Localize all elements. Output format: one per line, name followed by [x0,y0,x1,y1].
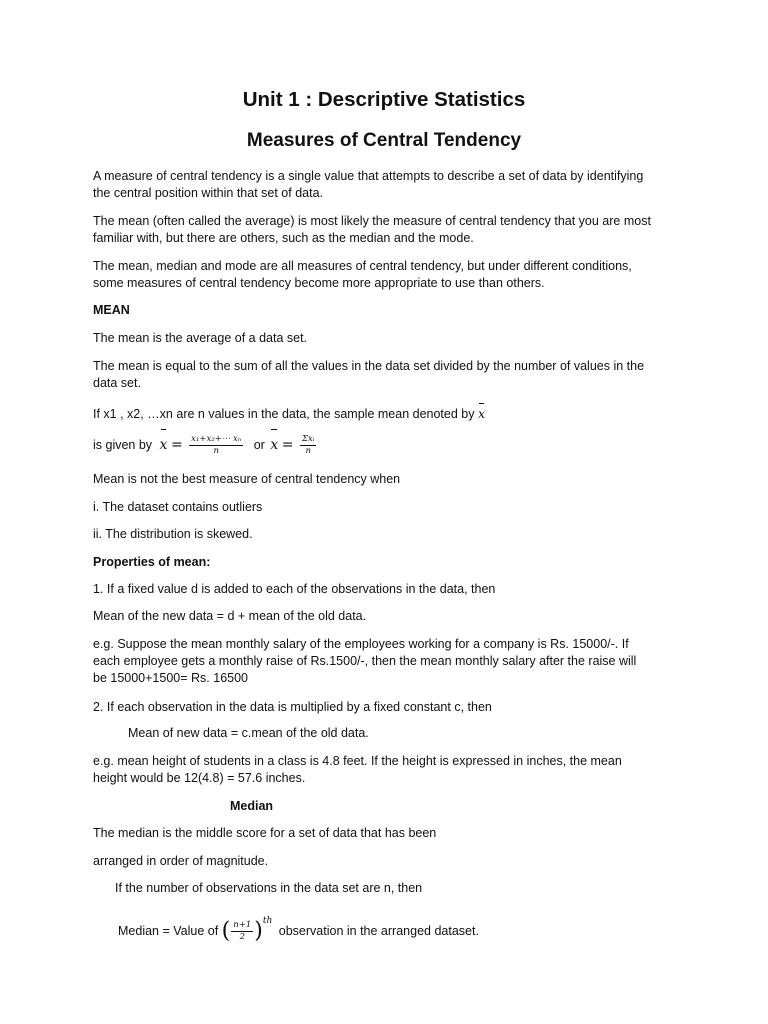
property-item: 1. If a fixed value d is added to each of the observations in the data, then [93,582,496,596]
or-text: or [253,438,265,452]
property-result: Mean of the new data = d + mean of the old data. [93,609,367,623]
mean-notation [93,405,485,423]
list-item: ii. The distribution is skewed. [93,527,253,541]
mean-limitation: Mean is not the best measure of central tendency when [93,472,401,486]
fraction-denominator: 2 [239,932,245,943]
formula-prefix: Median = Value of [118,924,219,938]
ordinal-superscript: th [262,916,273,926]
list-item: i. The dataset contains outliers [93,500,263,514]
fraction-numerator: x₁+x₂+⋯ xₙ [191,434,242,445]
intro-line: The mean (often called the average) is most likely the measure of central tendency that you are most [93,214,651,228]
given-by-text: is given by [93,438,153,452]
median-fraction [231,920,253,943]
property-item: 2. If each observation in the data is multiplied by a fixed constant c, then [93,700,492,714]
x-bar-symbol: x [160,431,168,459]
mean-fraction [189,434,243,457]
median-definition: arranged in order of magnitude. [93,854,269,868]
x-bar-symbol: x [270,431,278,459]
median-formula [118,904,479,949]
properties-heading: Properties of mean: [93,555,211,569]
fraction-denominator: n [305,446,311,457]
sum-fraction [300,434,317,457]
notation-text: If x1 , x2, …xn are n values in the data, the sample mean denoted by [93,407,475,421]
intro-line: the central position within that set of data. [93,186,323,200]
page-title: Unit 1 : Descriptive Statistics [242,88,526,111]
example-line: be 15000+1500= Rs. 16500 [93,671,248,685]
formula-suffix: observation in the arranged dataset. [278,924,479,938]
right-paren-icon: ) [254,918,263,944]
fraction-numerator: Σxᵢ [301,434,315,445]
example-line: e.g. mean height of students in a class is 4.8 feet. If the height is expressed in inches, the mean [93,754,622,768]
intro-line: familiar with, but there are others, such as the median and the mode. [93,231,474,245]
intro-line: some measures of central tendency become more appropriate to use than others. [93,276,545,290]
example-line: e.g. Suppose the mean monthly salary of the employees working for a company is Rs. 15000/-. If [93,637,629,651]
fraction-numerator: n+1 [233,920,252,931]
intro-line: A measure of central tendency is a single value that attempts to describe a set of data by identifying [93,169,644,183]
fraction-denominator: n [213,446,219,457]
mean-heading: MEAN [93,303,130,317]
equals-sign: = [170,437,183,453]
median-heading: Median [230,799,274,813]
property-result: Mean of new data = c.mean of the old data. [128,726,369,740]
intro-line: The mean, median and mode are all measures of central tendency, but under different conditions, [93,259,632,273]
mean-formula [93,431,319,459]
median-rule: If the number of observations in the data set are n, then [115,881,423,895]
equals-sign: = [281,437,294,453]
mean-definition: The mean is equal to the sum of all the values in the data set divided by the number of values in the [93,359,645,373]
example-line: height would be 12(4.8) = 57.6 inches. [93,771,306,785]
mean-definition: The mean is the average of a data set. [93,331,308,345]
example-line: each employee gets a monthly raise of Rs.1500/-, then the mean monthly salary after the raise will [93,654,637,668]
x-bar-symbol: x [477,406,486,421]
median-definition: The median is the middle score for a set of data that has been [93,826,437,840]
left-paren-icon: ( [221,918,231,944]
section-title: Measures of Central Tendency [246,130,522,151]
mean-definition: data set. [93,376,141,390]
